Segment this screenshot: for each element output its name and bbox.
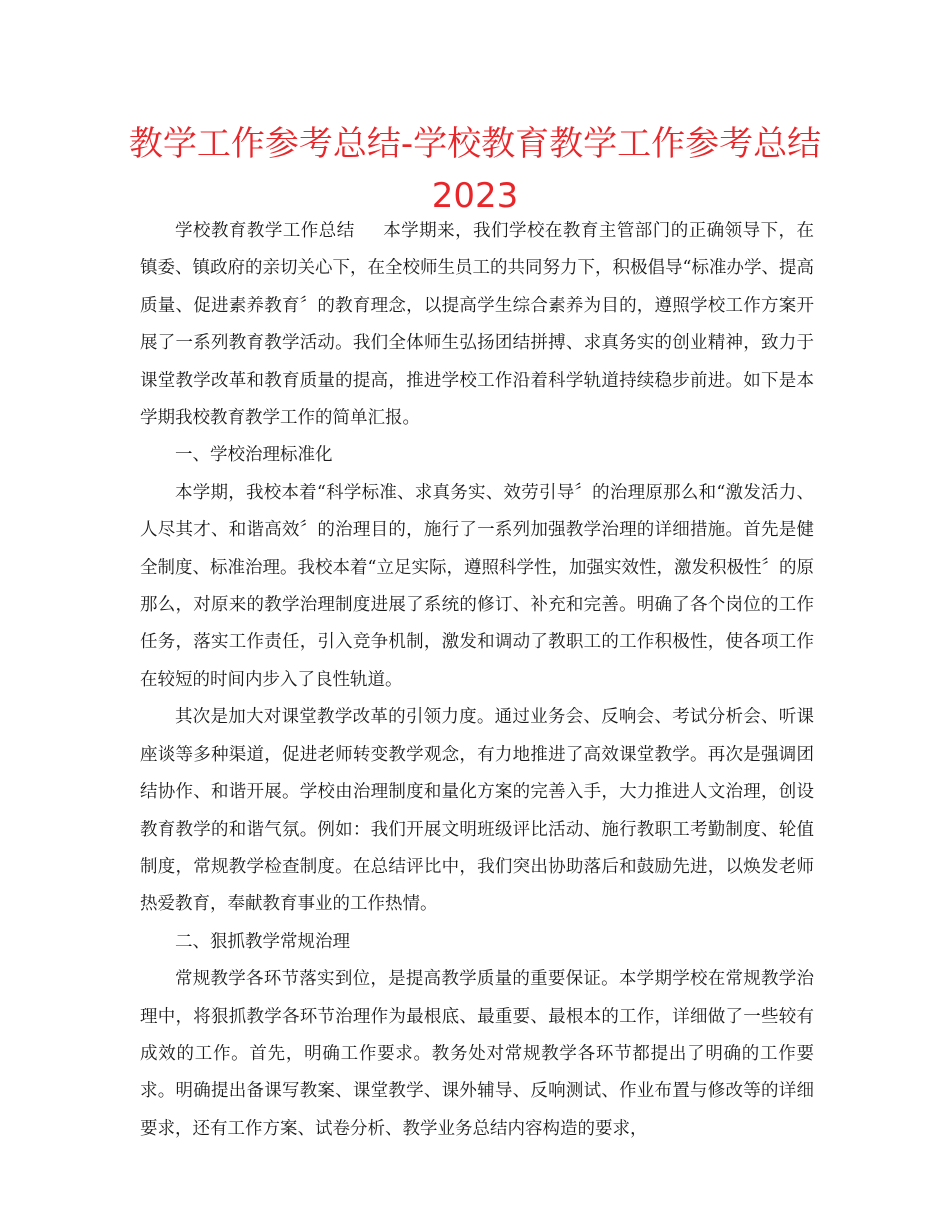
paragraph-intro	[140, 213, 814, 437]
paragraph-reform: 其次是加大对课堂教学改革的引领力度。通过业务会、反响会、考试分析会、听课座谈等多种渠道，促进老师转变教学观念，有力地推进了高效课堂教学。再次是强调团结协作、和谐开展。学校由治理制度和量化方案的完善入手，大力推进人文治理，创设教育教学的和谐气氛。例如：我们开展文明班级评比活动、施行教职工考勤制度、轮值制度，常规教学检查制度。在总结评比中，我们突出协助落后和鼓励先进，以焕发老师热爱教育，奉献教育事业的工作热情。	[140, 707, 814, 915]
paragraph-management: 本学期，我校本着“科学标准、求真务实、效劳引导〞的治理原那么和“激发活力、人尽其才、和谐高效〞的治理目的，施行了一系列加强教学治理的详细措施。首先是健全制度、标准治理。我校本着“立足实际，遵照科学性，加强实效性，激发积极性〞的原那么，对原来的教学治理制度进展了系统的修订、补充和完善。明确了各个岗位的工作任务，落实工作责任，引入竞争机制，激发和调动了教职工的工作积极性，使各项工作在较短的时间内步入了良性轨道。	[140, 482, 814, 690]
intro-lead: 学校教育教学工作总结	[175, 221, 355, 241]
intro-text: 本学期来，我们学校在教育主管部门的正确领导下，在镇委、镇政府的亲切关心下，在全校师生员工的共同努力下，积极倡导“标准办学、提高质量、促进素养教育〞的教育理念，以提高学生综合素养为目的，遵照学校工作方案开展了一系列教育教学活动。我们全体师生弘扬团结拼搏、求真务实的创业精神，致力于课堂教学改革和教育质量的提高，推进学校工作沿着科学轨道持续稳步前进。如下是本学期我校教育教学工作的简单汇报。	[140, 221, 815, 429]
section-heading-1: 一、学校治理标准化	[175, 445, 333, 466]
section-heading-2: 二、狠抓教学常规治理	[175, 931, 350, 952]
paragraph-routine: 常规教学各环节落实到位，是提高教学质量的重要保证。本学期学校在常规教学治理中，将狠抓教学各环节治理作为最根底、最重要、最根本的工作，详细做了一些较有成效的工作。首先，明确工作要求。教务处对常规教学各环节都提出了明确的工作要求。明确提出备课写教案、课堂教学、课外辅导、反响测试、作业布置与修改等的详细要求，还有工作方案、试卷分析、教学业务总结内容构造的要求，	[140, 969, 814, 1139]
document-body	[140, 213, 814, 1148]
document-title: 教学工作参考总结-学校教育教学工作参考总结2023	[128, 124, 822, 216]
